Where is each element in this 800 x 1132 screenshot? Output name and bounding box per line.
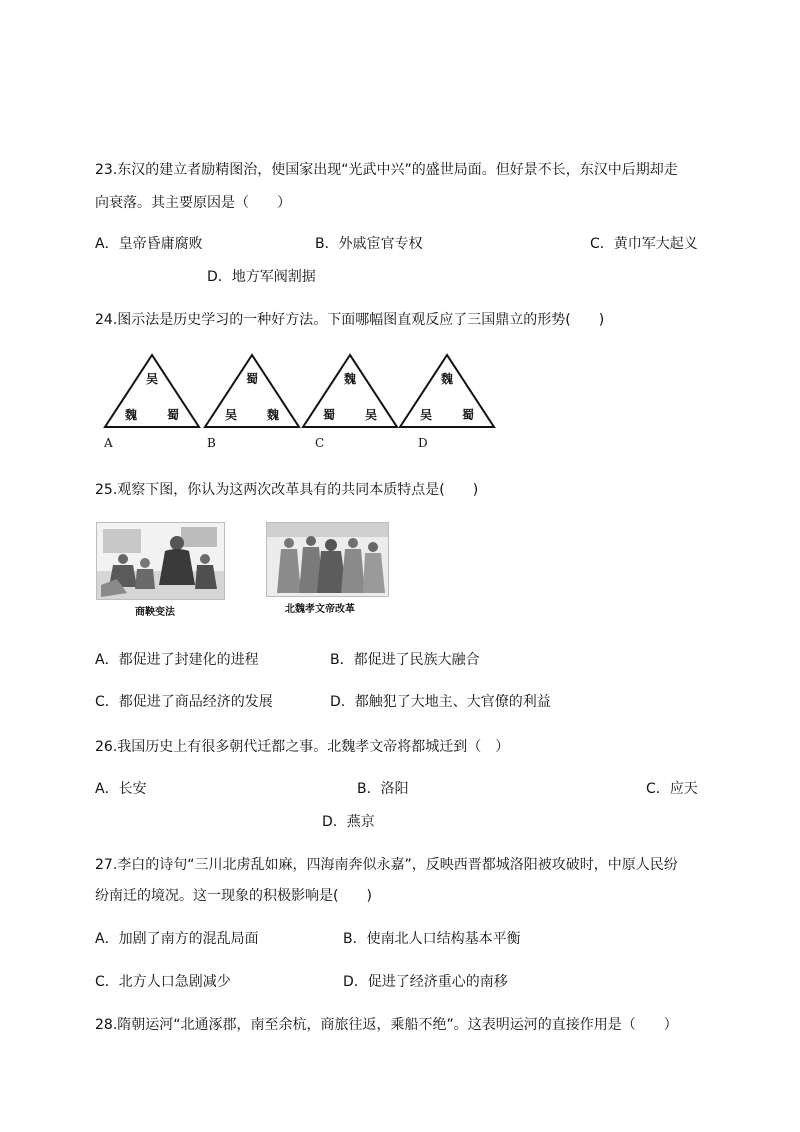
triangle-c-outline [301,352,399,430]
triangle-b-outline [203,352,301,430]
figure-label-c: C [315,436,325,450]
triangle-a-left-state: 魏 [125,408,138,422]
triangle-a-top-state: 吴 [146,372,159,386]
question-24-text: 24.图示法是历史学习的一种好方法。下面哪幅图直观反应了三国鼎立的形势( ) [95,312,605,328]
question-26-text: 26.我国历史上有很多朝代迁都之事。北魏孝文帝将都城迁到（ ） [95,739,510,755]
q25-option-a: A．都促进了封建化的进程 [95,652,259,668]
q23-option-d: D．地方军阀割据 [207,269,316,285]
triangle-d-right-state: 蜀 [462,408,475,422]
triangle-figure-d [398,352,496,430]
q23-option-c: C．黄巾军大起义 [590,236,698,252]
triangle-a-outline [103,352,201,430]
question-28-text: 28.隋朝运河“北通涿郡，南至余杭，商旅往返，乘船不绝”。这表明运河的直接作用是（ ） [95,1017,678,1033]
shang-yang-reform-illustration [96,522,225,600]
q26-option-d: D．燕京 [322,814,375,830]
q23-option-b: B．外戚宦官专权 [315,236,423,252]
shang-yang-scene [97,523,224,599]
triangle-b-left-state: 吴 [225,408,238,422]
triangle-figure-a [103,352,201,430]
q25-option-c: C．都促进了商品经济的发展 [95,694,273,710]
figure-label-b: B [207,436,216,450]
question-25-text: 25.观察下图，你认为这两次改革具有的共同本质特点是( ) [95,482,479,498]
q27-option-a: A．加剧了南方的混乱局面 [95,931,259,947]
triangle-c-top-state: 魏 [344,372,357,386]
q27-option-b: B．使南北人口结构基本平衡 [343,931,521,947]
triangle-a-right-state: 蜀 [167,408,180,422]
q23-option-a: A．皇帝昏庸腐败 [95,236,203,252]
q27-option-c: C．北方人口急剧减少 [95,974,231,990]
question-23-line-2: 向衰落。其主要原因是（ ） [95,195,291,211]
triangle-figure-b [203,352,301,430]
triangle-c-right-state: 吴 [365,408,378,422]
triangle-b-right-state: 魏 [267,408,280,422]
q25-option-d: D．都触犯了大地主、大官僚的利益 [330,694,551,710]
triangle-d-left-state: 吴 [420,408,433,422]
question-27-line-2: 纷南迁的境况。这一现象的积极影响是( ) [95,888,372,904]
q26-option-c: C．应天 [646,781,698,797]
xiaowen-reform-illustration [266,522,389,597]
triangle-d-top-state: 魏 [441,372,454,386]
q27-option-d: D．促进了经济重心的南移 [343,974,508,990]
triangle-d-outline [398,352,496,430]
figure-label-d: D [418,436,428,450]
triangle-c-left-state: 蜀 [323,408,336,422]
q26-option-a: A．长安 [95,781,147,797]
triangle-figure-c [301,352,399,430]
triangle-b-top-state: 蜀 [246,372,259,386]
xiaowen-scene [267,523,388,596]
q26-option-b: B．洛阳 [357,781,409,797]
caption-xiaowen: 北魏孝文帝改革 [285,604,355,615]
question-23-line-1: 23.东汉的建立者励精图治，使国家出现“光武中兴”的盛世局面。但好景不长，东汉中后期却走 [95,162,678,178]
q25-option-b: B．都促进了民族大融合 [330,652,480,668]
question-27-line-1: 27.李白的诗句“三川北虏乱如麻，四海南奔似永嘉”，反映西晋都城洛阳被攻破时，中原人民纷 [95,857,678,873]
figure-label-a: A [104,436,113,450]
caption-shang-yang: 商鞅变法 [135,607,175,618]
